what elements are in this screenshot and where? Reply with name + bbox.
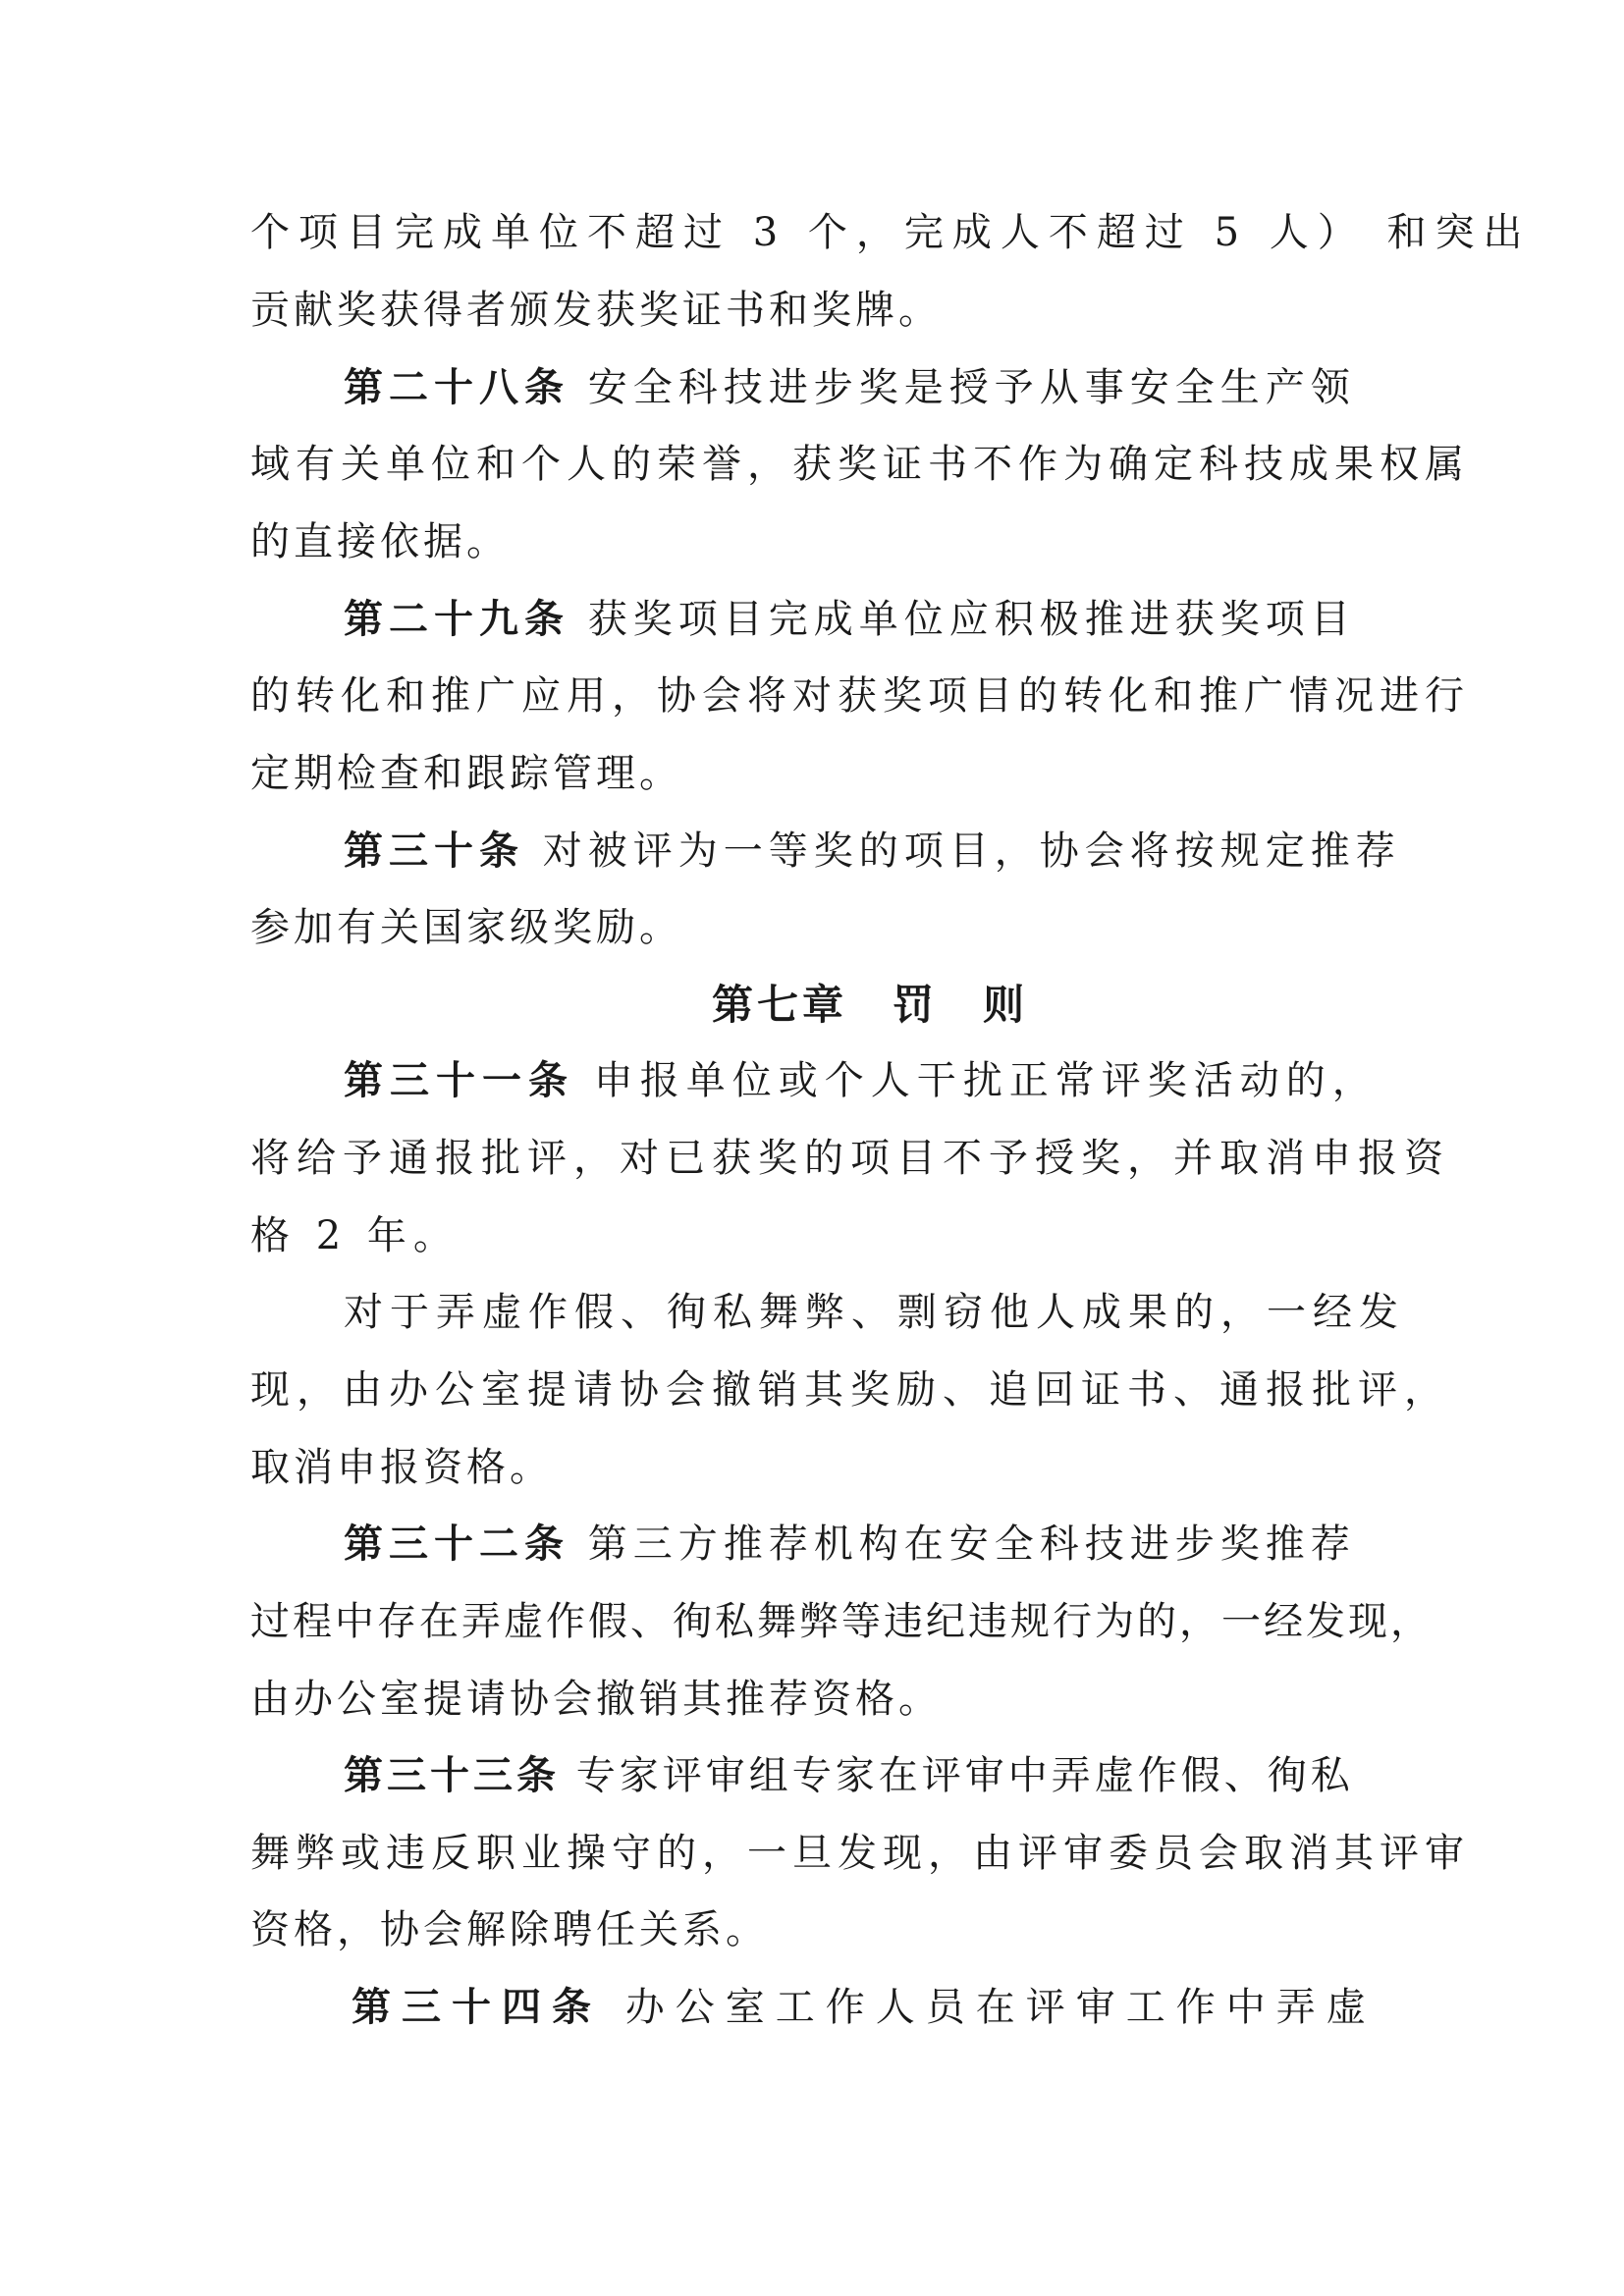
line-text: 申报单位或个人干扰正常评奖活动的， bbox=[574, 1058, 1379, 1103]
article-33-line bbox=[344, 1751, 1354, 1800]
line-text: 资格，协会解除聘任关系。 bbox=[250, 1907, 769, 1952]
article-30-line bbox=[344, 827, 1401, 876]
line-text: 安全科技进步奖是授予从事安全生产领 bbox=[569, 365, 1356, 410]
line-text: 的转化和推广应用，协会将对获奖项目的转化和推广情况进行 bbox=[250, 673, 1470, 719]
text-line bbox=[250, 1597, 1433, 1646]
article-34-line bbox=[352, 1983, 1377, 2032]
line-text: 由办公室提请协会撤销其推荐资格。 bbox=[250, 1677, 942, 1722]
line-text: 办公室工作人员在评审工作中弄虚 bbox=[602, 1985, 1377, 2030]
article-number: 第三十一条 bbox=[344, 1057, 574, 1103]
article-28-line bbox=[344, 363, 1356, 412]
line-text: 参加有关国家级奖励。 bbox=[250, 905, 682, 950]
text-line bbox=[250, 1675, 942, 1724]
line-text: 将给予通报批评，对已获奖的项目不予授奖，并取消申报资 bbox=[250, 1136, 1450, 1181]
line-text: 格 2 年。 bbox=[250, 1213, 460, 1258]
article-29-line bbox=[344, 595, 1356, 644]
line-text: 现，由办公室提请协会撤销其奖励、追回证书、通报批评， bbox=[250, 1367, 1450, 1413]
article-32-line bbox=[344, 1520, 1356, 1569]
line-text: 对被评为一等奖的项目，协会将按规定推荐 bbox=[524, 828, 1401, 874]
line-text: 贡献奖获得者颁发获奖证书和奖牌。 bbox=[250, 288, 942, 333]
line-text: 舞弊或违反职业操守的，一旦发现，由评审委员会取消其评审 bbox=[250, 1831, 1470, 1876]
text-line bbox=[250, 517, 510, 566]
text-line bbox=[250, 1905, 769, 1954]
article-number: 第三十二条 bbox=[344, 1521, 569, 1567]
article-number: 第三十四条 bbox=[352, 1984, 602, 2030]
text-line bbox=[250, 1134, 1450, 1183]
line-text: 第三方推荐机构在安全科技进步奖推荐 bbox=[569, 1522, 1356, 1567]
text-line bbox=[250, 1365, 1450, 1415]
text-line bbox=[250, 440, 1470, 489]
line-text: 对于弄虚作假、徇私舞弊、剽窃他人成果的，一经发 bbox=[344, 1290, 1405, 1335]
text-line bbox=[250, 1211, 460, 1260]
text-line bbox=[250, 286, 942, 335]
line-text: 取消申报资格。 bbox=[250, 1445, 553, 1490]
article-number: 第三十三条 bbox=[344, 1752, 560, 1798]
text-line bbox=[250, 903, 682, 952]
article-number: 第三十条 bbox=[344, 828, 524, 874]
text-line bbox=[250, 671, 1470, 721]
text-line bbox=[250, 208, 1531, 257]
article-number: 第二十八条 bbox=[344, 364, 569, 410]
line-text: 专家评审组专家在评审中弄虚作假、徇私 bbox=[560, 1753, 1354, 1798]
text-line bbox=[250, 1829, 1470, 1878]
text-line bbox=[344, 1288, 1405, 1337]
line-text: 定期检查和跟踪管理。 bbox=[250, 751, 682, 796]
line-text: 域有关单位和个人的荣誉，获奖证书不作为确定科技成果权属 bbox=[250, 442, 1470, 487]
article-number: 第二十九条 bbox=[344, 596, 569, 642]
line-text: 的直接依据。 bbox=[250, 519, 510, 564]
line-text: 获奖项目完成单位应积极推进获奖项目 bbox=[569, 597, 1356, 642]
line-text: 个项目完成单位不超过 3 个，完成人不超过 5 人） 和突出 bbox=[250, 210, 1532, 255]
chapter-heading: 第七章 罚 则 bbox=[712, 981, 1029, 1029]
article-31-line bbox=[344, 1056, 1379, 1105]
text-line bbox=[250, 1443, 553, 1492]
text-line bbox=[250, 749, 682, 798]
line-text: 过程中存在弄虚作假、徇私舞弊等违纪违规行为的，一经发现， bbox=[250, 1599, 1433, 1644]
